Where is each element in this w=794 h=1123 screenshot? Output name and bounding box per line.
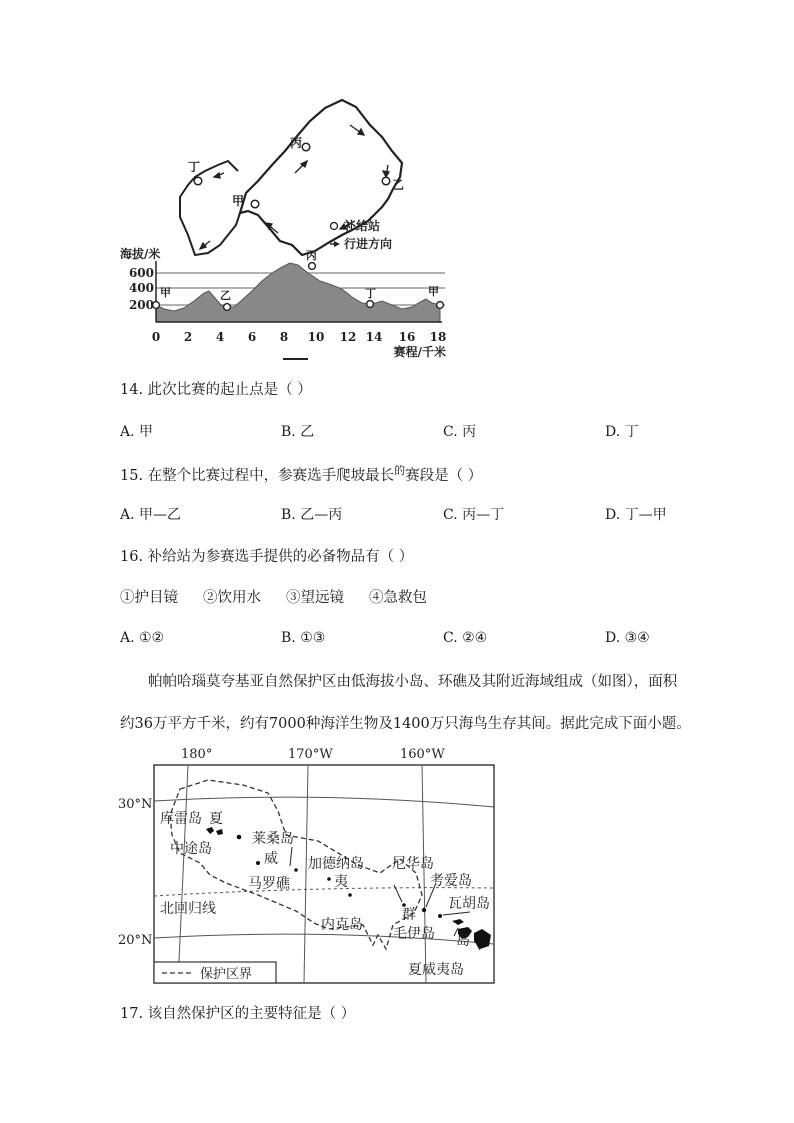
q16-option-b[interactable]: B. ①③ xyxy=(281,630,326,646)
reserve-boundary xyxy=(170,780,422,949)
profile-yi: 乙 xyxy=(220,289,231,302)
lat-20n: 20°N xyxy=(118,933,153,948)
lat-30n: 30°N xyxy=(118,797,153,812)
q16-stem: 16. 补给站为参赛选手提供的必备物品有（ ） xyxy=(120,549,414,565)
x-tick-4: 4 xyxy=(215,330,225,344)
profile-y-title: 海拔/米 xyxy=(120,247,161,261)
passage-line-2: 约36万平方千米，约有7000种海洋生物及1400万只海鸟生存其间。据此完成下面小题。 xyxy=(120,716,691,732)
lon-170w: 170°W xyxy=(288,747,333,762)
q15-stem xyxy=(120,464,482,485)
x-tick-16: 16 xyxy=(398,330,416,344)
y-tick-200: 200 xyxy=(128,298,154,312)
q15-stem-b: 赛段是（ ） xyxy=(405,468,483,484)
q16-option-c[interactable]: C. ②④ xyxy=(443,630,488,646)
route-branch xyxy=(180,161,240,255)
label-maro: 马罗礁 xyxy=(248,876,290,892)
profile-ding: 丁 xyxy=(365,287,376,300)
legend-station: 补给站 xyxy=(344,219,381,233)
x-tick-10: 10 xyxy=(307,330,325,344)
label-niihau: 尼华岛 xyxy=(392,856,434,872)
station-yi xyxy=(382,177,390,185)
q15-stem-sup: 的 xyxy=(394,464,406,477)
q16-item-1: ①护目镜 xyxy=(120,590,178,606)
lon-160w: 160°W xyxy=(400,747,445,762)
q15-stem-a: 15. 在整个比赛过程中，参赛选手爬坡最长 xyxy=(120,468,395,484)
x-tick-8: 8 xyxy=(279,330,289,344)
elevation-area xyxy=(156,263,440,322)
passage-line-1: 帕帕哈瑙莫夸基亚自然保护区由低海拔小岛、环礁及其附近海域组成（如图），面积 xyxy=(148,674,678,690)
label-dao: 岛 xyxy=(456,933,470,949)
x-tick-18: 18 xyxy=(429,330,447,344)
label-necker: 内克岛 xyxy=(321,917,363,933)
x-tick-0: 0 xyxy=(151,330,161,344)
q16-item-4: ④急救包 xyxy=(369,590,427,606)
label-oahu: 瓦胡岛 xyxy=(448,896,490,912)
q14-option-a[interactable]: A. 甲 xyxy=(120,424,154,440)
lon-180: 180° xyxy=(181,747,213,762)
race-route-figure xyxy=(120,95,460,370)
label-laysan: 莱桑岛 xyxy=(252,831,294,847)
reserve-map xyxy=(118,745,498,985)
label-yi: 乙 xyxy=(392,178,405,192)
label-kauai: 考爱岛 xyxy=(430,873,472,889)
label-gardner: 加德纳岛 xyxy=(308,856,364,872)
q14-option-c[interactable]: C. 丙 xyxy=(443,424,477,440)
label-maui: 毛伊岛 xyxy=(393,926,435,942)
q15-option-a[interactable]: A. 甲—乙 xyxy=(120,507,182,523)
q16-option-a[interactable]: A. ①② xyxy=(120,630,165,646)
q15-option-c[interactable]: C. 丙—丁 xyxy=(443,507,505,523)
profile-bing: 丙 xyxy=(306,249,317,262)
label-tropic: 北回归线 xyxy=(160,901,216,917)
q16-option-d[interactable]: D. ③④ xyxy=(605,630,650,646)
legend-direction: 行进方向 xyxy=(344,237,393,251)
x-tick-12: 12 xyxy=(339,330,357,344)
q16-item-2: ②饮用水 xyxy=(203,590,261,606)
label-kure: 库雷岛 xyxy=(160,811,202,827)
legend-station-icon xyxy=(331,223,338,230)
label-xia: 夏 xyxy=(209,811,223,827)
label-midway: 中途岛 xyxy=(170,841,212,857)
profile-x-title: 赛程/千米 xyxy=(393,345,446,359)
q14-stem: 14. 此次比赛的起止点是（ ） xyxy=(120,382,312,398)
profile-jia-start: 甲 xyxy=(160,286,171,299)
q17-stem: 17. 该自然保护区的主要特征是（ ） xyxy=(120,1006,356,1022)
station-bing xyxy=(302,143,310,151)
station-jia xyxy=(251,200,259,208)
q14-option-b[interactable]: B. 乙 xyxy=(281,424,315,440)
legend-boundary: 保护区界 xyxy=(200,967,253,982)
x-tick-6: 6 xyxy=(247,330,257,344)
q15-option-d[interactable]: D. 丁—甲 xyxy=(605,507,667,523)
q16-item-3: ③望远镜 xyxy=(286,590,344,606)
label-bing: 丙 xyxy=(290,136,303,150)
y-tick-600: 600 xyxy=(128,266,154,280)
label-ding: 丁 xyxy=(188,160,201,174)
label-jia: 甲 xyxy=(232,194,245,208)
label-wei: 威 xyxy=(264,851,278,867)
x-tick-14: 14 xyxy=(365,330,383,344)
x-tick-2: 2 xyxy=(183,330,193,344)
label-yi: 夷 xyxy=(334,874,348,890)
label-hawaii: 夏威夷岛 xyxy=(408,962,464,978)
q15-option-b[interactable]: B. 乙—丙 xyxy=(281,507,343,523)
y-tick-400: 400 xyxy=(128,281,154,295)
label-qun: 群 xyxy=(402,907,416,923)
station-ding xyxy=(194,177,202,185)
profile-jia-end: 甲 xyxy=(428,285,439,298)
q14-option-d[interactable]: D. 丁 xyxy=(605,424,639,440)
